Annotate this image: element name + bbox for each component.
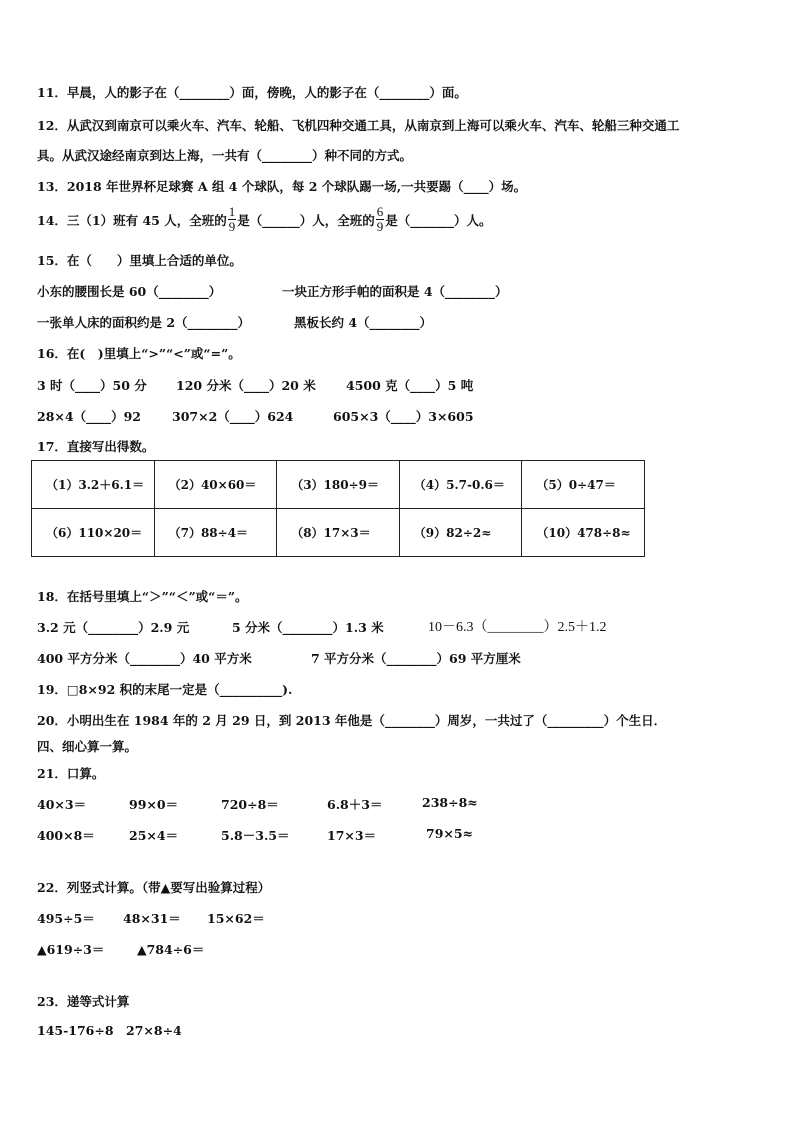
q21-r1-c3: 720÷8＝ (221, 797, 279, 812)
q21-r1-c5: 238÷8≈ (422, 795, 478, 810)
table-row (32, 509, 645, 557)
question-12-line1: 12．从武汉到南京可以乘火车、汽车、轮船、飞机四种交通工具，从南京到上海可以乘火车、汽车、轮船三种交通工 (37, 118, 680, 133)
question-23: 23．递等式计算 (37, 994, 130, 1009)
fraction-one-ninth: $\frac{1}{9}$ (228, 204, 236, 234)
q18-r2-c2: 7 平方分米（________）69 平方厘米 (311, 651, 521, 666)
table-cell: （8）17×3＝ (277, 509, 400, 557)
q14-text-3: 是（_______）人。 (385, 212, 492, 228)
q16-r1-c2: 120 分米（____）20 米 (176, 378, 316, 393)
q18-r2-c1: 400 平方分米（________）40 平方米 (37, 651, 252, 666)
q15-item-waist: 小东的腰围长是 60（________） (37, 284, 222, 299)
q22-r2-c2: ▲784÷6＝ (137, 942, 205, 957)
q21-r1-c1: 40×3＝ (37, 797, 87, 812)
table-cell: （2）40×60＝ (154, 461, 277, 509)
question-21: 21．口算。 (37, 766, 105, 781)
q15-item-blackboard: 黑板长约 4（________） (294, 315, 433, 330)
q18-r1-c3: 10－6.3（________）2.5＋1.2 (428, 620, 607, 635)
q16-r1-c1: 3 时（____）50 分 (37, 378, 147, 393)
table-cell: （1）3.2＋6.1＝ (32, 461, 155, 509)
table-cell: （9）82÷2≈ (399, 509, 522, 557)
q21-r1-c2: 99×0＝ (129, 797, 179, 812)
table-cell: （5）0÷47＝ (522, 461, 645, 509)
question-17: 17．直接写出得数。 (37, 439, 155, 454)
q15-item-handkerchief: 一块正方形手帕的面积是 4（________） (282, 284, 508, 299)
table-cell: （7）88÷4＝ (154, 509, 277, 557)
q21-r2-c3: 5.8－3.5＝ (221, 828, 290, 843)
q22-r1-c1: 495÷5＝ (37, 911, 95, 926)
question-12-line2: 具。从武汉途经南京到达上海，一共有（________）种不同的方式。 (37, 148, 413, 163)
question-13: 13．2018 年世界杯足球赛 A 组 4 个球队，每 2 个球队踢一场,一共要踢（____）场。 (37, 179, 527, 194)
question-11: 11．早晨，人的影子在（________）面，傍晚，人的影子在（________）面。 (37, 85, 467, 100)
q18-r1-c2: 5 分米（________）1.3 米 (232, 620, 384, 635)
q21-r2-c1: 400×8＝ (37, 828, 95, 843)
q14-text-2: 是（______）人，全班的 (237, 212, 375, 228)
q16-r2-c1: 28×4（____）92 (37, 409, 141, 424)
q22-r2-c1: ▲619÷3＝ (37, 942, 105, 957)
q21-r2-c5: 79×5≈ (426, 826, 474, 841)
question-14 (37, 205, 491, 234)
table-row (32, 461, 645, 509)
section-4-heading: 四、细心算一算。 (37, 739, 138, 754)
q22-r1-c2: 48×31＝ (123, 911, 181, 926)
table-cell: （4）5.7-0.6＝ (399, 461, 522, 509)
question-20: 20．小明出生在 1984 年的 2 月 29 日，到 2013 年他是（________）周岁，一共过了（_________）个生日． (37, 713, 667, 728)
q16-r2-c3: 605×3（____）3×605 (333, 409, 474, 424)
q21-r1-c4: 6.8＋3＝ (327, 797, 383, 812)
q18-r1-c1: 3.2 元（________）2.9 元 (37, 620, 190, 635)
question-22: 22．列竖式计算。（带▲要写出验算过程） (37, 880, 271, 895)
q14-text-1: 14．三（1）班有 45 人，全班的 (37, 212, 227, 228)
q16-r1-c3: 4500 克（____）5 吨 (346, 378, 474, 393)
q16-r2-c2: 307×2（____）624 (172, 409, 294, 424)
q23-r1-c2: 27×8÷4 (126, 1023, 182, 1038)
question-19: 19．□8×92 积的末尾一定是（__________). (37, 682, 293, 697)
mental-math-table (31, 460, 645, 557)
table-cell: （6）110×20＝ (32, 509, 155, 557)
q21-r2-c4: 17×3＝ (327, 828, 377, 843)
table-cell: （10）478÷8≈ (522, 509, 645, 557)
q22-r1-c3: 15×62＝ (207, 911, 265, 926)
q15-item-bed: 一张单人床的面积约是 2（________） (37, 315, 251, 330)
q23-r1-c1: 145-176÷8 (37, 1023, 114, 1038)
question-15: 15．在（ ）里填上合适的单位。 (37, 253, 242, 268)
question-16: 16．在( )里填上“>”“<”或“=”。 (37, 346, 241, 361)
table-cell: （3）180÷9＝ (277, 461, 400, 509)
question-18: 18．在括号里填上“＞”“＜”或“＝”。 (37, 589, 248, 604)
q21-r2-c2: 25×4＝ (129, 828, 179, 843)
fraction-six-ninths: $\frac{6}{9}$ (376, 204, 384, 234)
